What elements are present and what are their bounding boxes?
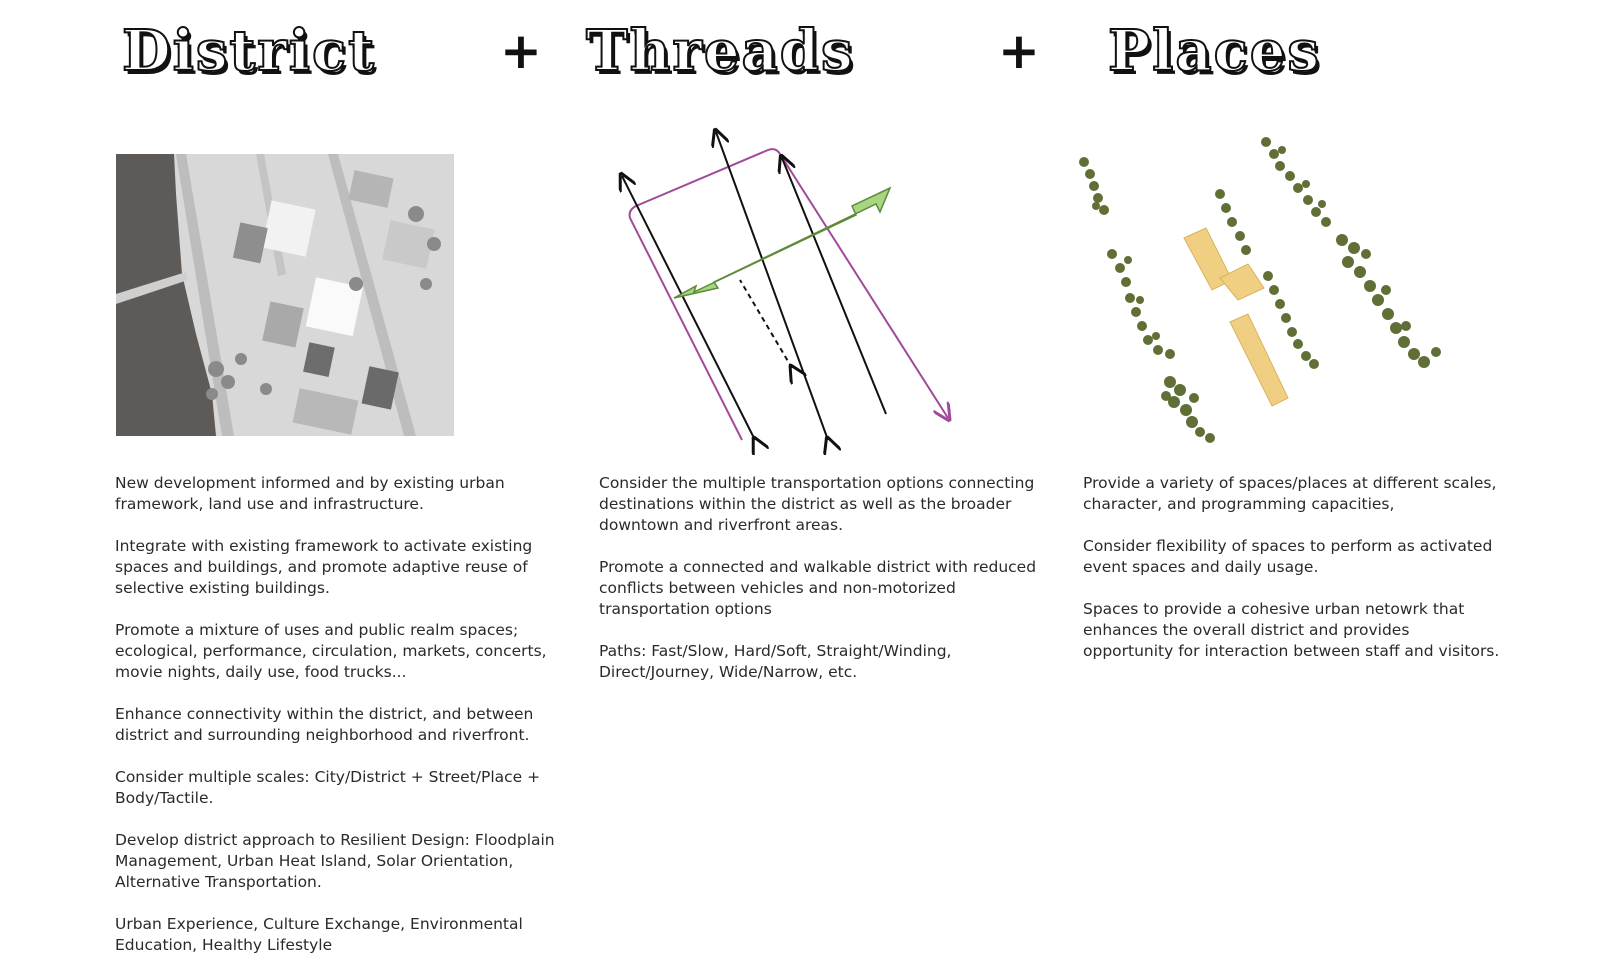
district-paragraph: Urban Experience, Culture Exchange, Environmental Education, Healthy Lifestyle [115, 915, 523, 954]
plus-sign-1: + [500, 22, 542, 80]
places-paragraph: Spaces to provide a cohesive urban netowrk that enhances the overall district and provides opportunity for interaction between staff and visitors. [1083, 600, 1500, 660]
district-paragraph: Consider multiple scales: City/District + Street/Place + Body/Tactile. [115, 768, 541, 807]
title-district: District [122, 18, 376, 84]
district-paragraph: Integrate with existing framework to activate existing spaces and buildings, and promote adaptive reuse of selective existing buildings. [115, 537, 533, 597]
district-paragraph: Promote a mixture of uses and public realm spaces; ecological, performance, circulation, markets, concerts, movie nights, daily use, food trucks... [115, 621, 547, 681]
black-two-way-path-1 [622, 176, 755, 440]
threads-paragraph: Paths: Fast/Slow, Hard/Soft, Straight/Winding, Direct/Journey, Wide/Narrow, etc. [599, 642, 952, 681]
district-paragraph: New development informed and by existing urban framework, land use and infrastructure. [115, 474, 505, 513]
plus-sign-2: + [998, 22, 1040, 80]
places-paragraph: Provide a variety of spaces/places at different scales, character, and programming capacities, [1083, 474, 1497, 513]
title-threads: Threads [586, 18, 855, 84]
places-paragraph: Consider flexibility of spaces to perform as activated event spaces and daily usage. [1083, 537, 1493, 576]
places-diagram [1070, 130, 1460, 460]
district-text-column [115, 473, 555, 977]
district-paragraph: Enhance connectivity within the district, and between district and surrounding neighborhood and riverfront. [115, 705, 534, 744]
places-text-column [1083, 473, 1503, 683]
green-main-thread-arrow [674, 188, 890, 298]
dashed-path [740, 280, 792, 368]
plaza-3 [1230, 314, 1288, 406]
district-paragraph: Develop district approach to Resilient Design: Floodplain Management, Urban Heat Island, Solar Orientation, Alternative Transportation. [115, 831, 555, 891]
threads-paragraph: Consider the multiple transportation options connecting destinations within the district as well as the broader downtown and riverfront areas. [599, 474, 1035, 534]
district-aerial-image [116, 154, 454, 436]
threads-paragraph: Promote a connected and walkable district with reduced conflicts between vehicles and non-motorized transportation options [599, 558, 1037, 618]
threads-text-column [599, 473, 1039, 704]
magenta-loop-path [630, 149, 948, 440]
threads-path-diagram [590, 120, 980, 455]
black-one-way-path [782, 158, 886, 414]
title-places: Places [1108, 18, 1321, 84]
